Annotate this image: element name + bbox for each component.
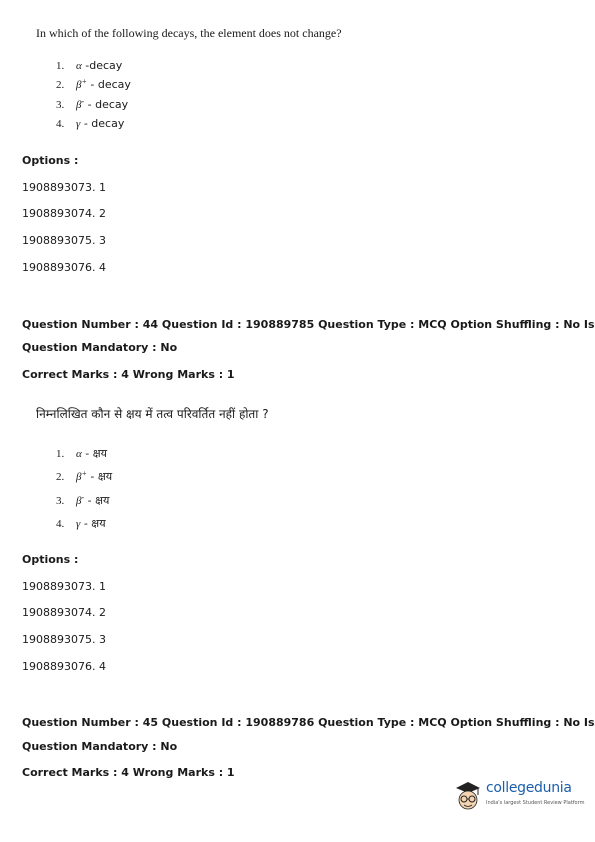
collegedunia-logo [452,776,585,816]
list-item: 4. γ - क्षय [56,517,106,530]
question-mandatory: Question Mandatory : No [22,740,178,753]
list-item: 2. β+ - decay [56,77,131,91]
option-id: 1908893076. 4 [22,261,106,274]
list-item: 3. β- - क्षय [56,493,110,507]
brand-name: collegedunia [486,780,572,796]
list-item: 4. γ - decay [56,117,125,130]
list-item: 3. β- - decay [56,97,129,111]
list-item: 1. α - क्षय [56,447,108,460]
question-marks: Correct Marks : 4 Wrong Marks : 1 [22,368,235,381]
question-mandatory: Question Mandatory : No [22,341,178,354]
option-id: 1908893073. 1 [22,181,106,194]
question-text-hi: निम्नलिखित कौन से क्षय में तत्व परिवर्तित नहीं होता ? [36,407,269,421]
option-id: 1908893074. 2 [22,207,106,220]
option-id: 1908893073. 1 [22,580,106,593]
option-id: 1908893074. 2 [22,606,106,619]
question-meta: Question Number : 44 Question Id : 190889785 Question Type : MCQ Option Shuffling : No Is [22,318,595,331]
question-meta: Question Number : 45 Question Id : 190889786 Question Type : MCQ Option Shuffling : No Is [22,716,595,729]
options-heading: Options : [22,553,79,566]
list-item: 2. β+ - क्षय [56,469,113,483]
option-id: 1908893076. 4 [22,660,106,673]
list-item: 1. α -decay [56,59,123,72]
options-heading: Options : [22,154,79,167]
option-id: 1908893075. 3 [22,234,106,247]
question-text-en: In which of the following decays, the element does not change? [36,26,342,40]
brand-tagline: India's largest Student Review Platform [486,800,585,806]
option-id: 1908893075. 3 [22,633,106,646]
question-marks: Correct Marks : 4 Wrong Marks : 1 [22,766,235,779]
student-mascot-icon [452,778,484,814]
